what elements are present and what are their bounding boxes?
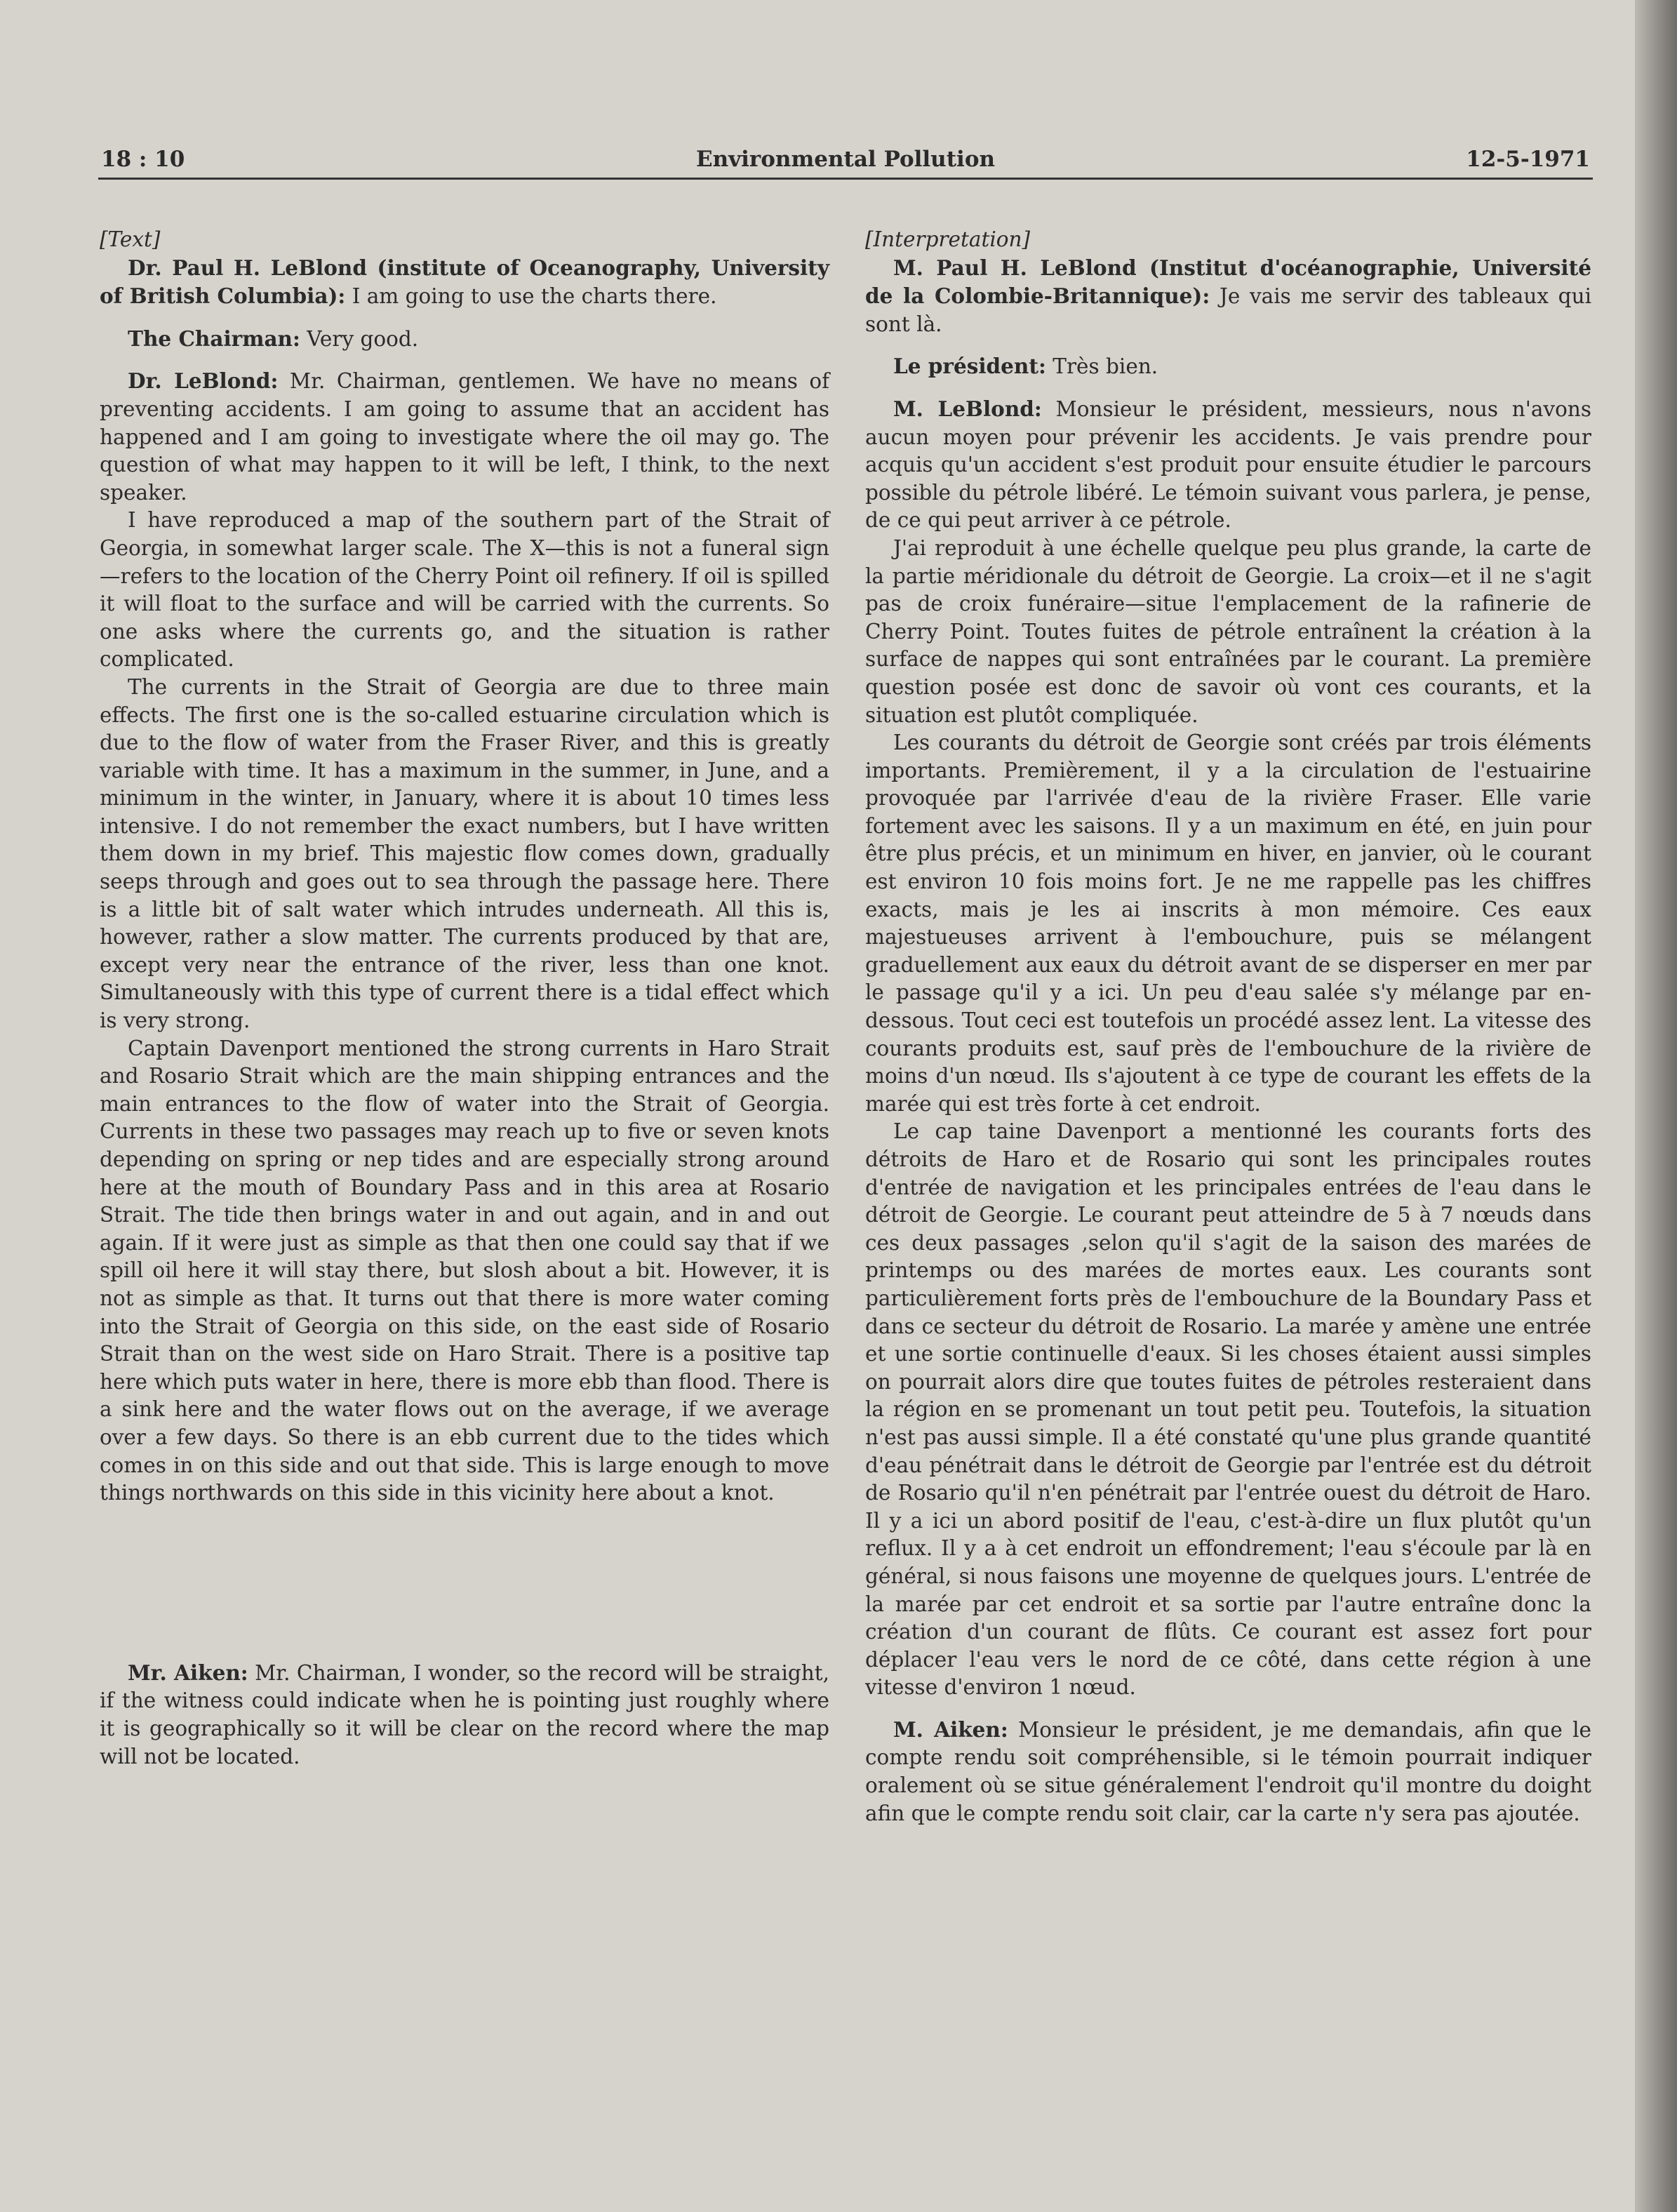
speech-text: Très bien. <box>1045 354 1158 379</box>
paragraph: I have reproduced a map of the southern part of the Strait of Georgia, in somewhat larger scale. The X—this is not a funeral sign—refers to the location of the Cherry Point oil refinery. If oil is spilled it will float to the surface and will be carried with the currents. So one asks where the currents go, and the situation is rather complicated. <box>100 508 829 672</box>
speaker-name: M. LeBlond: <box>893 396 1042 421</box>
speaker-name: M. Aiken: <box>893 1717 1008 1742</box>
speech-text: Je vais me servir des tableaux qui sont là. <box>865 284 1591 336</box>
paragraph: Le cap taine Davenport a mentionné les courants forts des détroits de Haro et de Rosario qui sont les principales routes d'entrée de navigation et les principales entrées de l'eau dans le détroit de Georgie. Le courant peut atteindre de 5 à 7 nœuds dans ces deux passages ,selon qu'il s'agit de la saison des marées de printemps ou des marées de mortes eaux. Les courants sont particulièrement forts près de l'embouchure de la Boundary Pass et dans ce secteur du détroit de Rosario. La marée y amène une entrée et une sortie continuelle d'eaux. Si les choses étaient aussi simples on pourrait alors dire que toutes fuites de pétroles resteraient dans la région en se promenant un tout petit peu. Toutefois, la situation n'est pas aussi simple. Il a été constaté qu'une plus grande quantité d'eau pénétrait dans le détroit de Georgie par l'entrée est du détroit de Rosario qu'il n'en pénétrait par l'entrée ouest du détroit de Haro. Il y a ici un abord positif de l'eau, c'est-à-dire un flux plutôt qu'un reflux. Il y a à cet endroit un effondrement; l'eau s'écoule par là en général, si nous faisons une moyenne de quelques jours. L'entrée de la marée par cet endroit et sa sortie par l'autre entraîne donc la création d'un courant de flûts. Ce courant est assez fort pour déplacer l'eau vers le nord de ce côté, dans cette région à une vitesse d'environ 1 nœud. <box>865 1119 1591 1700</box>
english-column <box>100 226 829 1771</box>
speaker-name: Mr. Aiken: <box>128 1660 248 1685</box>
paragraph <box>865 395 1591 535</box>
paragraph <box>100 367 829 507</box>
speech-text: Monsieur le président, messieurs, nous n'avons aucun moyen pour prévenir les accidents. Je vais prendre pour acquis qu'un accident s'est produit pour ensuite étudier le parcours possible du pétrole libéré. Le témoin suivant vous parlera, je pense, de ce qui peut arriver à ce pétrole. <box>865 397 1591 533</box>
binding-gutter <box>1635 0 1677 2212</box>
speech-text: I am going to use the charts there. <box>345 284 717 309</box>
speaker-name: Dr. Paul H. LeBlond (institute of Oceanography, University of British Columbia): <box>100 255 829 309</box>
publication-title: Environmental Pollution <box>695 147 996 172</box>
speech-text: Very good. <box>300 326 419 351</box>
speech-text: Monsieur le président, je me demandais, afin que le compte rendu soit compréhensible, si le témoin pourrait indiquer oralement où se situe généralement l'endroit qu'il montre du doight afin que le compte rendu soit clair, car la carte n'y sera pas ajoutée. <box>865 1717 1591 1825</box>
paragraph: J'ai reproduit à une échelle quelque peu plus grande, la carte de la partie méridionale du détroit de Georgie. La croix—et il ne s'agit pas de croix funéraire—situe l'emplacement de la rafinerie de Cherry Point. Toutes fuites de pétrole entraînent la création à la surface de nappes qui sont entraînées par le courant. La première question posée est donc de savoir où vont ces courants, et la situation est plutôt compliquée. <box>865 535 1591 727</box>
paragraph: The currents in the Strait of Georgia are due to three main effects. The first one is the so-called estuarine circulation which is due to the flow of water from the Fraser River, and this is greatly variable with time. It has a maximum in the summer, in June, and a minimum in the winter, in January, where it is about 10 times less intensive. I do not remember the exact numbers, but I have written them down in my brief. This majestic flow comes down, gradually seeps through and goes out to sea through the passage here. There is a little bit of salt water which intrudes underneath. All this is, however, rather a slow matter. The currents produced by that are, except very near the entrance of the river, less than one knot. Simultaneously with this type of current there is a tidal effect which is very strong. <box>100 674 829 1033</box>
paragraph: Captain Davenport mentioned the strong currents in Haro Strait and Rosario Strait which are the main shipping entrances and the main entrances to the flow of water into the Strait of Georgia. Currents in these two passages may reach up to five or seven knots depending on spring or nep tides and are especially strong around here at the mouth of Boundary Pass and in this area at Rosario Strait. The tide then brings water in and out again, and in and out again. If it were just as simple as that then one could say that if we spill oil here it will stay there, but slosh about a bit. However, it is not as simple as that. It turns out that there is more water coming into the Strait of Georgia on this side, on the east side of Rosario Strait than on the west side on Haro Strait. There is a positive tap here which puts water in here, there is more ebb than flood. There is a sink here and the water flows out on the average, if we average over a few days. So there is an ebb current due to the tides which comes in on this side and out that side. This is large enough to move things northwards on this side in this vicinity here about a knot. <box>100 1036 829 1505</box>
page-number: 18 : 10 <box>101 147 185 172</box>
paragraph <box>100 1659 829 1771</box>
section-tag: [Text] <box>100 227 161 251</box>
paragraph <box>100 254 829 311</box>
section-tag: [Interpretation] <box>865 227 1031 251</box>
paragraph: Les courants du détroit de Georgie sont créés par trois éléments importants. Premièrement, il y a la circulation de l'estuairine provoquée par l'arrivée d'eau de la rivière Fraser. Elle varie fortement avec les saisons. Il y a un maximum en été, en juin pour être plus précis, et un minimum en hiver, en janvier, où le courant est environ 10 fois moins fort. Je ne me rappelle pas les chiffres exacts, mais je les ai inscrits à mon mémoire. Ces eaux majestueuses arrivent à l'embouchure, puis se mélangent graduellement aux eaux du détroit avant de se disperser en mer par le passage qu'il y a ici. Un peu d'eau salée s'y mélange par en-dessous. Tout ceci est toutefois un procédé assez lent. La vitesse des courants produits est, sauf près de l'embouchure de la rivière de moins d'un nœud. Ils s'ajoutent à ce type de courant les effets de la marée qui est très forte à cet endroit. <box>865 731 1591 1116</box>
speaker-name: M. Paul H. LeBlond (Institut d'océanographie, Université de la Colombie-Britannique): <box>865 255 1591 309</box>
paragraph <box>865 1716 1591 1827</box>
french-column <box>865 226 1591 1827</box>
speaker-name: The Chairman: <box>128 326 300 351</box>
speaker-name: Dr. LeBlond: <box>128 368 279 394</box>
speaker-name: Le président: <box>893 354 1046 379</box>
speech-text: Mr. Chairman, I wonder, so the record will be straight, if the witness could indicate when he is pointing just roughly where it is geographically so it will be clear on the record where the map will not be located. <box>100 1660 830 1768</box>
running-header <box>98 144 1593 180</box>
issue-date: 12-5-1971 <box>1466 147 1590 172</box>
paragraph <box>865 352 1591 381</box>
speech-text: Mr. Chairman, gentlemen. We have no means of preventing accidents. I am going to assume that an accident has happened and I am going to investigate where the oil may go. The question of what may happen to it will be left, I think, to the next speaker. <box>100 369 830 505</box>
paragraph <box>865 254 1591 339</box>
paragraph <box>100 325 829 354</box>
